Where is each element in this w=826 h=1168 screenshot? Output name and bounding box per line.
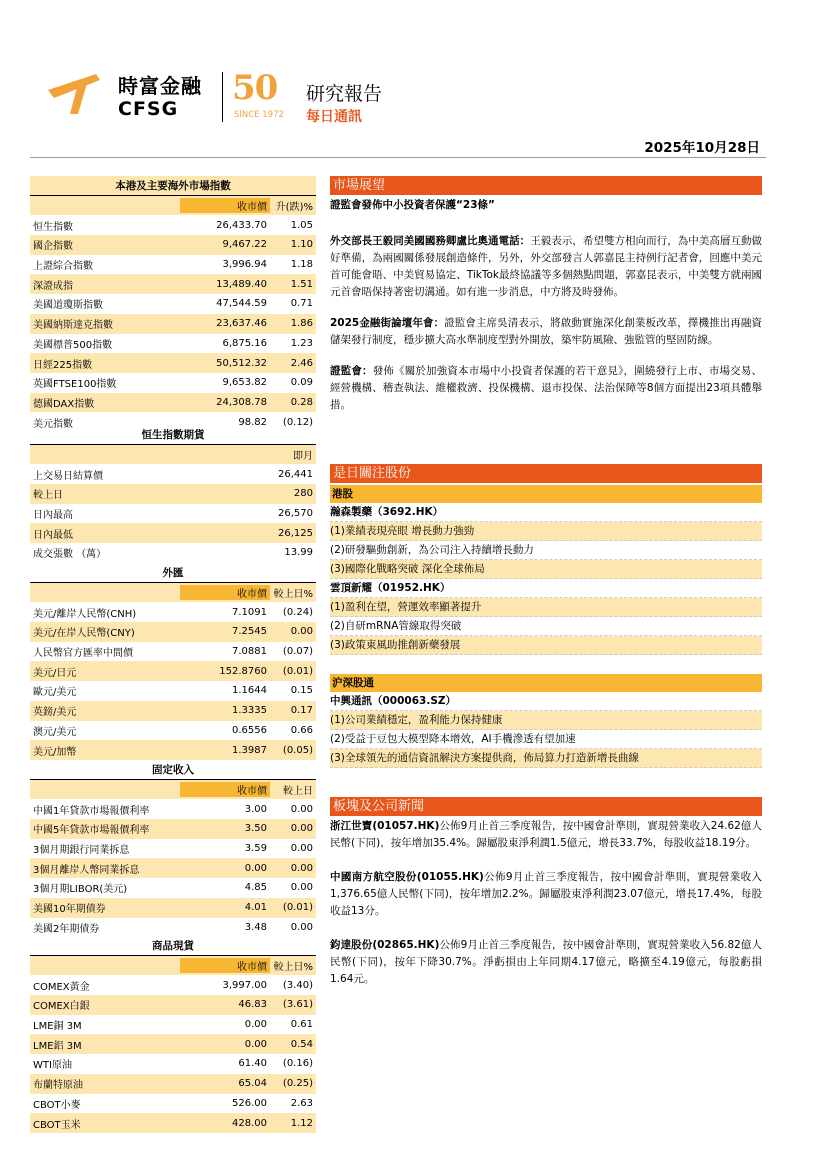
stock-point: (1)公司業績穩定，盈利能力保持健康	[330, 711, 762, 730]
table-row: COMEX黃金 3,997.00 (3.40)	[33, 979, 313, 993]
stock-point: (3)政策東風助推創新藥發展	[330, 636, 762, 655]
commodities-table	[30, 936, 316, 1133]
table-row: 人民幣官方匯率中間價 7.0881 (0.07)	[33, 646, 313, 660]
header-divider	[222, 72, 223, 122]
table-row: 美元/在岸人民幣(CNY) 7.2545 0.00	[30, 622, 316, 642]
report-subtitle: 每日通訊	[306, 109, 362, 125]
table-row: 較上日 280	[30, 484, 316, 504]
table-row: 德國DAX指數 24,308.78 0.28	[30, 393, 316, 413]
stock-name: 瀚森製藥（3692.HK）	[330, 503, 762, 522]
report-title: 研究報告	[306, 83, 383, 105]
outlook-paragraph: 2025金融街論壇年會：證監會主席吳清表示，將啟動實施深化創業板改革，擇機推出再融資儲架發行制度，穩步擴大高水準制度型對外開放，築牢防風險、強監管的堅固防線。	[330, 317, 762, 346]
stock-point: (3)全球領先的通信資訊解決方案提供商，佈局算力打造新增長曲線	[330, 749, 762, 768]
table-row: 中國1年貸款市場報價利率 3.00 0.00	[33, 803, 313, 817]
col-change: 升(跌)%	[270, 198, 316, 213]
table-row: 日內最低 26,125	[30, 523, 316, 543]
table-header: 收市價 較上日	[30, 780, 316, 800]
table-row: 3個月期LIBOR(美元) 4.85 0.00	[33, 882, 313, 896]
news-item: 鈞達股份(02865.HK)公佈9月止首三季度報告，按中國會計準則，實現營業收入56.82億人民幣(下同)，按年下降30.7%。淨虧損由上年同期4.17億元，略擴至4.19億元，每股虧損1.64元。	[330, 939, 762, 985]
table-row: 美國標普500指數 6,875.16 1.23	[33, 337, 313, 351]
stock-point: (2)受益于豆包大模型降本增效，AI手機滲透有望加速	[330, 730, 762, 749]
table-row: 英鎊/美元 1.3335 0.17	[30, 701, 316, 721]
table-row: WTI原油 61.40 (0.16)	[33, 1058, 313, 1072]
market-label: 港股	[330, 485, 762, 503]
stock-name: 雲頂新耀（01952.HK）	[330, 579, 762, 598]
cfsg-logo-icon	[48, 70, 110, 114]
indices-table	[30, 176, 316, 432]
report-date: 2025年10月28日	[644, 140, 760, 156]
table-title: 恒生指數期貨	[30, 425, 316, 445]
news-item: 中國南方航空股份(01055.HK)公佈9月止首三季度報告，按中國會計準則，實現營業收入1,376.65億人民幣(下同)，按年增加2.2%。歸屬股東淨利潤23.07億元，增長17.4%，每股收益13分。	[330, 871, 762, 917]
futures-table	[30, 425, 316, 563]
stock-point: (3)國際化戰略突破 深化全球佈局	[330, 560, 762, 579]
table-title: 固定收入	[30, 760, 316, 780]
table-row: COMEX白銀 46.83 (3.61)	[30, 995, 316, 1015]
table-row: 3個月離岸人幣同業拆息 0.00 0.00	[30, 858, 316, 878]
table-row: 中國5年貸款市場報價利率 3.50 0.00	[30, 819, 316, 839]
table-row: 美國10年期債券 4.01 (0.01)	[30, 898, 316, 918]
table-row: 美國納斯達克指數 23,637.46 1.86	[30, 314, 316, 334]
fixed-income-table	[30, 760, 316, 937]
news-section	[330, 797, 762, 988]
table-row: 日內最高 26,570	[33, 508, 313, 522]
table-header: 收市價 較上日%	[30, 583, 316, 603]
table-header	[30, 196, 316, 216]
stock-point: (1)業績表現亮眼 增長動力強勁	[330, 522, 762, 541]
table-row: 3個月期銀行同業拆息 3.59 0.00	[33, 843, 313, 857]
section-title: 板塊及公司新聞	[330, 797, 762, 816]
table-title: 商品現貨	[30, 936, 316, 956]
header-rule	[30, 157, 766, 158]
col-close: 收市價	[180, 198, 270, 213]
since-label: SINCE 1972	[234, 110, 284, 120]
outlook-paragraph: 證監會：發佈《關於加強資本市場中小投資者保護的若干意見》，圍繞發行上市、市場交易、經營機構、稽查執法、維權救濟、投保機構、退市投保、法治保障等8個方面提出23項具體舉措。	[330, 365, 763, 411]
table-row: 深證成指 13,489.40 1.51	[30, 274, 316, 294]
fx-table	[30, 563, 316, 760]
anniversary-badge: 50	[232, 68, 278, 108]
table-row: 國企指數 9,467.22 1.10	[30, 235, 316, 255]
table-row: 美元指數 98.82 (0.12)	[33, 416, 313, 430]
stock-point: (2)自研mRNA管線取得突破	[330, 617, 762, 636]
market-outlook-section	[330, 176, 762, 414]
table-row: 美元/離岸人民幣(CNH) 7.1091 (0.24)	[33, 606, 313, 620]
table-row: 上證綜合指數 3,996.94 1.18	[33, 259, 313, 273]
outlook-headline: 證監會發佈中小投資者保護“23條”	[330, 199, 495, 211]
table-row: 美國道瓊斯指數 47,544.59 0.71	[33, 298, 313, 312]
table-row: 澳元/美元 0.6556 0.66	[33, 724, 313, 738]
section-title: 是日關注股份	[330, 464, 762, 483]
news-item: 浙江世寶(01057.HK)公佈9月止首三季度報告，按中國會計準則，實現營業收入24.62億人民幣(下同)，按年增加35.4%。歸屬股東淨利潤1.5億元，增長33.7%，每股收益18.19分。	[330, 820, 762, 849]
table-row: 美元/加幣 1.3987 (0.05)	[30, 740, 316, 760]
table-row: 成交張數 （萬） 13.99	[33, 547, 313, 561]
table-row: 上交易日結算價 26,441	[33, 468, 313, 482]
brand-name-cn: 時富金融	[118, 74, 202, 98]
table-row: LME鋁 3M 0.00 0.54	[30, 1034, 316, 1054]
stock-point: (1)盈利在望，營運效率顯著提升	[330, 598, 762, 617]
table-row: 美元/日元 152.8760 (0.01)	[30, 661, 316, 681]
table-row: 英國FTSE100指數 9,653.82 0.09	[33, 377, 313, 391]
table-row: 恒生指數 26,433.70 1.05	[33, 219, 313, 233]
table-header: 即月	[30, 445, 316, 465]
stock-point: (2)研發驅動創新，為公司注入持續增長動力	[330, 541, 762, 560]
table-row: 美國2年期債券 3.48 0.00	[33, 921, 313, 935]
stocks-section	[330, 464, 762, 768]
market-label: 沪深股通	[330, 674, 762, 692]
table-row: CBOT玉米 428.00 1.12	[30, 1113, 316, 1133]
table-header: 收市價 較上日%	[30, 956, 316, 976]
table-row: LME銅 3M 0.00 0.61	[33, 1019, 313, 1033]
table-row: 日經225指數 50,512.32 2.46	[30, 353, 316, 373]
table-row: 歐元/美元 1.1644 0.15	[33, 685, 313, 699]
section-title: 市場展望	[330, 176, 762, 195]
table-row: 布蘭特原油 65.04 (0.25)	[30, 1074, 316, 1094]
brand-name-en: CFSG	[118, 98, 179, 120]
table-row: CBOT小麥 526.00 2.63	[33, 1097, 313, 1111]
stock-name: 中興通訊（000063.SZ）	[330, 692, 762, 711]
outlook-paragraph: 外交部長王毅同美國國務卿盧比奧通電話：王毅表示，希望雙方相向而行，為中美高層互動做好準備，為兩國關係發展創造條件，另外，外交部發言人郭嘉昆主持例行記者會，回應中美元首可能會晤、中美貿易協定、TikTok最終協議等多個熱點問題，郭嘉昆表示，中美雙方就兩國元首會晤保持著密切溝通。如有進一步消息，中方將及時發佈。	[330, 235, 763, 298]
table-title: 本港及主要海外市場指數	[30, 176, 316, 196]
table-title: 外匯	[30, 563, 316, 583]
